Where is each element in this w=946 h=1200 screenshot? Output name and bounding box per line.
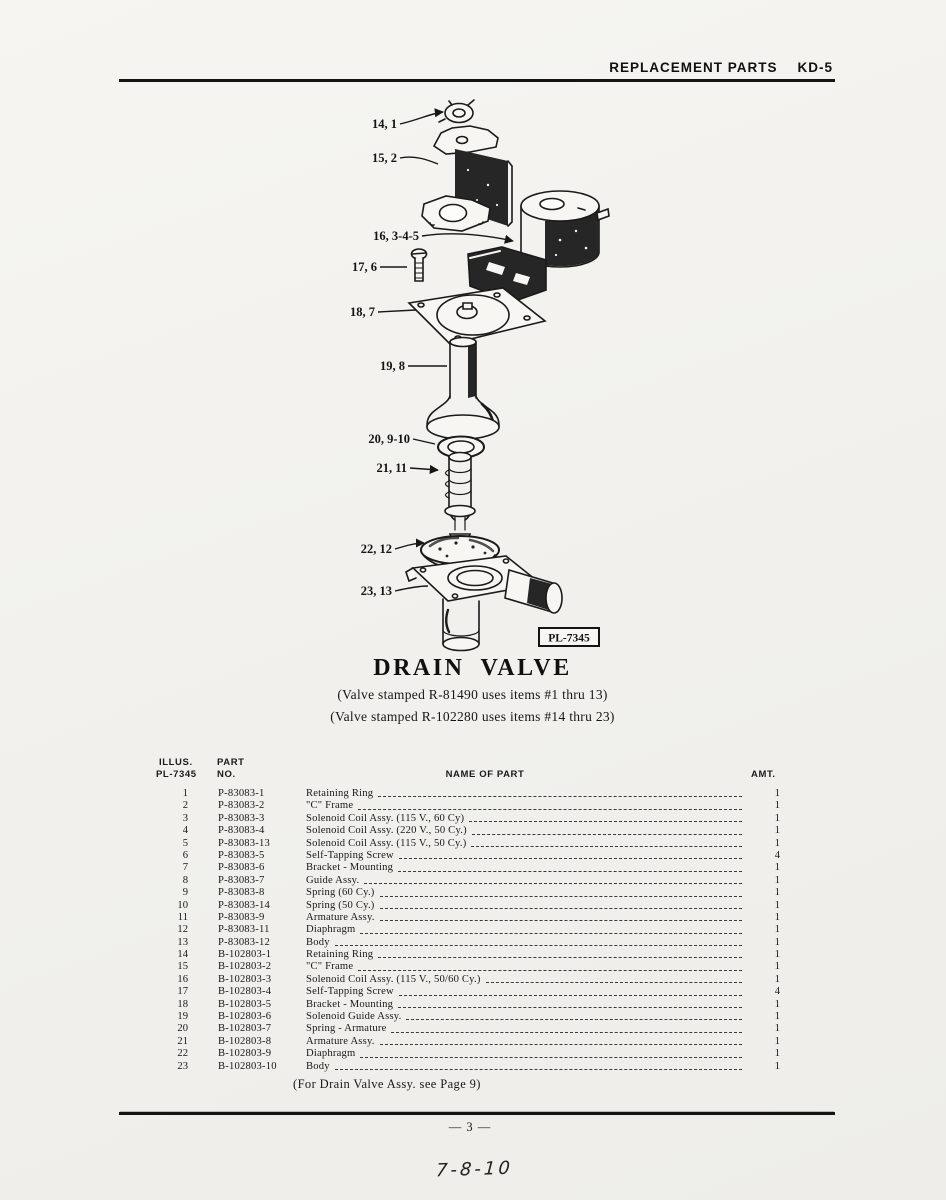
leader-14-1 <box>400 112 443 124</box>
part-number: P-83083-4 <box>218 825 265 837</box>
drain-valve-exploded-diagram <box>330 95 622 657</box>
callout-21-11: 21, 11 <box>376 461 407 475</box>
part-c-frame <box>422 126 512 231</box>
part-number: P-83083-5 <box>218 849 265 861</box>
part-number: P-83083-13 <box>218 837 271 849</box>
part-number: B-102803-1 <box>218 949 272 961</box>
dash-leader <box>335 937 742 946</box>
table-row <box>155 1023 780 1035</box>
amount: 1 <box>774 1035 780 1047</box>
table-row <box>155 937 780 949</box>
table-row <box>155 961 780 973</box>
part-mounting-bracket <box>409 247 546 344</box>
part-number: B-102803-9 <box>218 1048 272 1060</box>
dash-leader <box>358 961 742 970</box>
part-name: Spring (60 Cy.) <box>306 887 375 899</box>
illus-number: 6 <box>182 849 188 861</box>
dash-leader <box>472 825 742 834</box>
amount: 1 <box>774 949 780 961</box>
amount: 1 <box>774 1048 780 1060</box>
callout-22-12: 22, 12 <box>360 542 392 556</box>
part-number: B-102803-7 <box>218 1023 272 1035</box>
table-row <box>155 924 780 936</box>
running-header <box>0 60 833 75</box>
table-row <box>155 862 780 874</box>
callout-20-9-10: 20, 9-10 <box>368 432 410 446</box>
part-solenoid-coil <box>521 191 609 267</box>
amount: 1 <box>774 911 780 923</box>
part-number: B-102803-4 <box>218 986 272 998</box>
amount: 4 <box>774 986 780 998</box>
amount: 1 <box>774 961 780 973</box>
leader-23-13 <box>395 586 428 591</box>
table-row <box>155 800 780 812</box>
part-number: P-83083-6 <box>218 862 265 874</box>
table-row <box>155 788 780 800</box>
callout-14-1: 14, 1 <box>372 117 397 131</box>
dash-leader <box>471 838 742 847</box>
plate-label-box <box>539 628 599 646</box>
col-header-part: PART <box>217 757 245 768</box>
table-row <box>155 999 780 1011</box>
illus-number: 17 <box>177 986 188 998</box>
dash-leader <box>469 813 742 822</box>
callout-labels <box>350 117 419 598</box>
part-number: P-83083-9 <box>218 911 265 923</box>
callout-17-6: 17, 6 <box>352 260 377 274</box>
dash-leader <box>380 900 742 909</box>
figure-title: DRAIN VALVE <box>373 655 572 681</box>
part-name: Armature Assy. <box>306 911 375 923</box>
amount: 1 <box>774 812 780 824</box>
footer-rule <box>119 1112 835 1115</box>
amount: 4 <box>774 849 780 861</box>
callout-18-7: 18, 7 <box>350 305 375 319</box>
illus-number: 22 <box>177 1048 188 1060</box>
part-number: P-83083-12 <box>218 936 271 948</box>
running-header-code: KD-5 <box>797 60 833 75</box>
illus-number: 23 <box>177 1060 188 1072</box>
amount: 1 <box>774 837 780 849</box>
amount: 1 <box>774 887 780 899</box>
part-name: Body <box>306 1060 330 1072</box>
illus-number: 7 <box>182 862 188 874</box>
part-name: Self-Tapping Screw <box>306 986 394 998</box>
amount: 1 <box>774 1011 780 1023</box>
part-number: P-83083-3 <box>218 812 265 824</box>
illus-number: 13 <box>177 936 188 948</box>
table-row <box>155 887 780 899</box>
amount: 1 <box>774 899 780 911</box>
part-name: Body <box>306 936 330 948</box>
col-header-illus: ILLUS. <box>159 757 193 768</box>
figure-stamp-note-2: (Valve stamped R-102280 uses items #14 thru 23) <box>330 709 615 724</box>
callout-23-13: 23, 13 <box>360 584 392 598</box>
illus-number: 4 <box>182 825 188 837</box>
table-row <box>155 1048 780 1060</box>
amount: 1 <box>774 1060 780 1072</box>
header-rule <box>119 79 835 82</box>
figure-stamp-note-1: (Valve stamped R-81490 uses items #1 thru 13) <box>337 687 608 702</box>
part-number: B-102803-2 <box>218 961 272 973</box>
part-number: B-102803-5 <box>218 998 272 1010</box>
illus-number: 12 <box>177 924 188 936</box>
part-retaining-ring <box>439 100 474 123</box>
part-number: B-102803-8 <box>218 1035 272 1047</box>
callout-16-3-4-5: 16, 3-4-5 <box>373 229 419 243</box>
dash-leader <box>398 999 742 1008</box>
part-name: Diaphragm <box>306 1048 356 1060</box>
illus-number: 11 <box>177 911 188 923</box>
part-name: Bracket - Mounting <box>306 998 394 1010</box>
part-armature <box>445 453 475 531</box>
illus-number: 9 <box>182 887 188 899</box>
leader-18-7 <box>378 310 416 312</box>
dash-leader <box>360 1048 742 1057</box>
table-row <box>155 986 780 998</box>
illus-number: 14 <box>177 949 188 961</box>
part-name: Spring (50 Cy.) <box>306 899 375 911</box>
part-name: Self-Tapping Screw <box>306 849 394 861</box>
table-row <box>155 1061 780 1073</box>
amount: 1 <box>774 800 780 812</box>
table-row <box>155 825 780 837</box>
illus-number: 19 <box>177 1011 188 1023</box>
illus-number: 8 <box>182 874 188 886</box>
part-name: Spring - Armature <box>306 1023 387 1035</box>
illus-number: 18 <box>177 998 188 1010</box>
dash-leader <box>486 974 742 983</box>
dash-leader <box>380 887 742 896</box>
part-screw <box>412 249 427 281</box>
illus-number: 16 <box>177 973 188 985</box>
amount: 1 <box>774 936 780 948</box>
amount: 1 <box>774 1023 780 1035</box>
part-number: B-102803-3 <box>218 973 272 985</box>
part-name: Solenoid Coil Assy. (220 V., 50 Cy.) <box>306 825 467 837</box>
table-row <box>155 1011 780 1023</box>
parts-table <box>155 756 815 1086</box>
col-header-part-no: NO. <box>217 769 236 780</box>
amount: 1 <box>774 973 780 985</box>
part-name: Retaining Ring <box>306 788 374 799</box>
leader-15-2 <box>400 157 438 164</box>
part-name: Solenoid Coil Assy. (115 V., 50 Cy.) <box>306 837 467 849</box>
callout-19-8: 19, 8 <box>380 359 405 373</box>
table-row <box>155 974 780 986</box>
table-row <box>155 949 780 961</box>
part-number: B-102803-6 <box>218 1011 272 1023</box>
part-name: Bracket - Mounting <box>306 862 394 874</box>
illus-number: 20 <box>177 1023 188 1035</box>
dash-leader <box>399 986 742 995</box>
dash-leader <box>398 862 742 871</box>
dash-leader <box>406 1011 742 1020</box>
illus-number: 2 <box>182 800 188 812</box>
illus-number: 15 <box>177 961 188 973</box>
page-number: — 3 — <box>448 1120 492 1134</box>
table-row <box>155 875 780 887</box>
leader-21-11 <box>410 468 438 470</box>
table-row <box>155 900 780 912</box>
plate-label: PL-7345 <box>548 632 590 645</box>
dash-leader <box>391 1023 742 1032</box>
amount: 1 <box>774 998 780 1010</box>
part-number: P-83083-14 <box>218 899 271 911</box>
part-name: Guide Assy. <box>306 874 360 886</box>
leader-22-12 <box>395 543 424 549</box>
illus-number: 21 <box>177 1035 188 1047</box>
illus-number: 3 <box>182 812 188 824</box>
part-number: P-83083-2 <box>218 800 265 812</box>
part-guide-assy <box>427 338 499 440</box>
part-name: Diaphragm <box>306 924 356 936</box>
part-name: "C" Frame <box>306 961 354 973</box>
callout-15-2: 15, 2 <box>372 151 397 165</box>
part-number: P-83083-8 <box>218 887 265 899</box>
table-row <box>155 813 780 825</box>
col-header-plate: PL-7345 <box>156 769 197 780</box>
part-name: Solenoid Coil Assy. (115 V., 50/60 Cy.) <box>306 973 481 985</box>
amount: 1 <box>774 788 780 799</box>
part-number: P-83083-1 <box>218 788 265 799</box>
part-name: Solenoid Guide Assy. <box>306 1011 402 1023</box>
amount: 1 <box>774 862 780 874</box>
col-header-name: NAME OF PART <box>445 769 525 780</box>
running-header-title: REPLACEMENT PARTS <box>609 60 778 75</box>
dash-leader <box>358 800 742 809</box>
parts-table-rows <box>155 788 780 1073</box>
part-number: P-83083-7 <box>218 874 265 886</box>
col-header-amt: AMT. <box>751 769 776 780</box>
illus-number: 1 <box>182 788 188 799</box>
part-name: Solenoid Coil Assy. (115 V., 60 Cy) <box>306 812 465 824</box>
dash-leader <box>335 1061 742 1070</box>
table-row <box>155 838 780 850</box>
dash-leader <box>378 788 742 797</box>
illus-number: 10 <box>177 899 188 911</box>
amount: 1 <box>774 825 780 837</box>
dash-leader <box>380 912 742 921</box>
table-row <box>155 850 780 862</box>
dash-leader <box>399 850 742 859</box>
dash-leader <box>378 949 742 958</box>
table-row <box>155 912 780 924</box>
table-footnote: (For Drain Valve Assy. see Page 9) <box>293 1077 481 1091</box>
part-number: P-83083-11 <box>218 924 270 936</box>
handwritten-date: 7-8-10 <box>435 1157 514 1182</box>
part-name: Retaining Ring <box>306 949 374 961</box>
dash-leader <box>364 875 742 884</box>
dash-leader <box>360 924 742 933</box>
amount: 1 <box>774 874 780 886</box>
dash-leader <box>380 1036 742 1045</box>
table-row <box>155 1036 780 1048</box>
leader-20-9-10 <box>413 439 435 444</box>
leader-16-3-4-5 <box>422 234 513 241</box>
part-name: Armature Assy. <box>306 1035 375 1047</box>
part-number: B-102803-10 <box>218 1060 277 1072</box>
part-name: "C" Frame <box>306 800 354 812</box>
amount: 1 <box>774 924 780 936</box>
illus-number: 5 <box>182 837 188 849</box>
